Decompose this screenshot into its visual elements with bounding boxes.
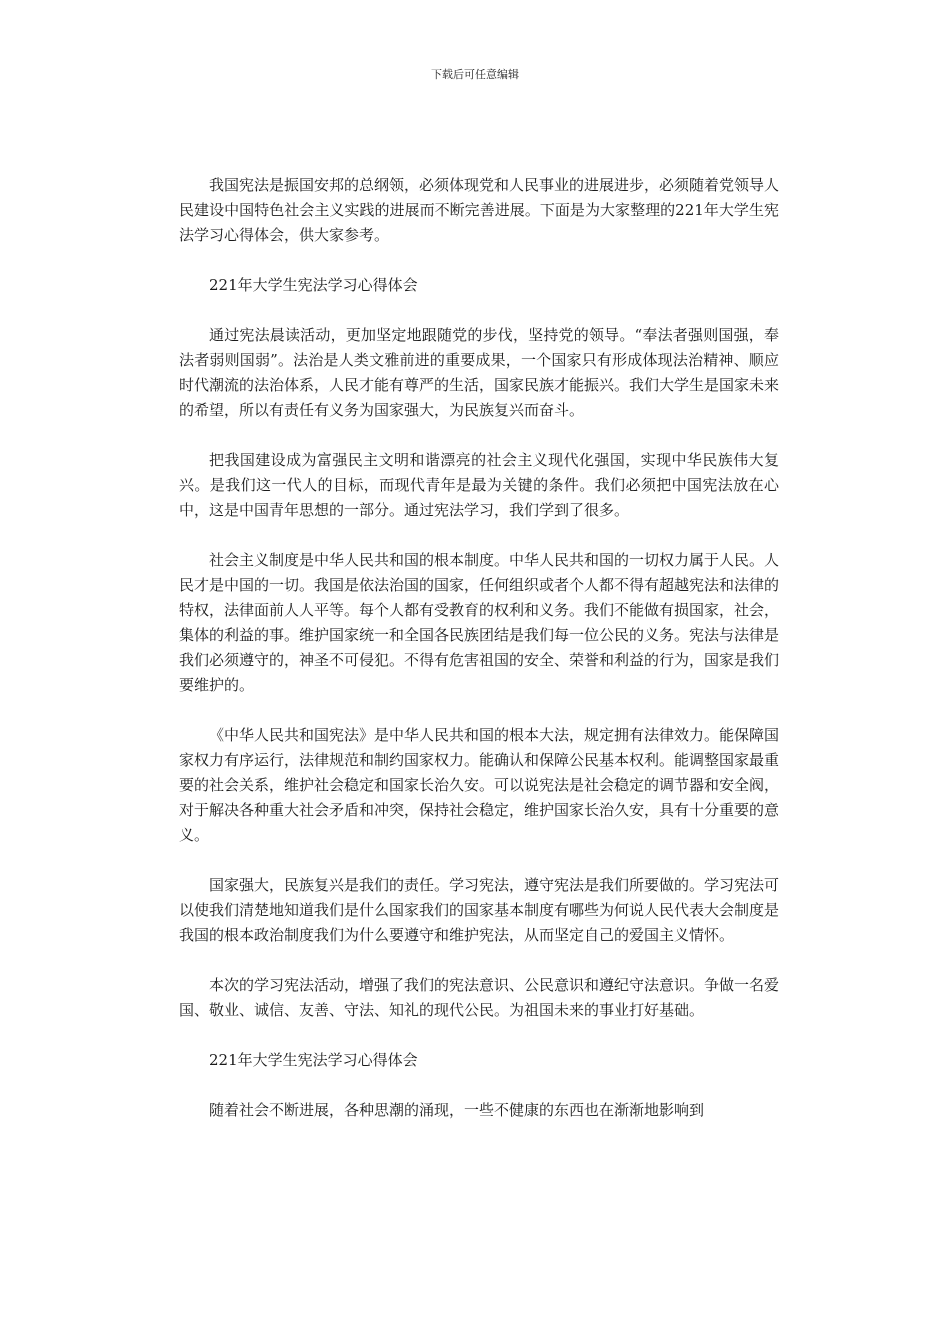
body-paragraph: 《中华人民共和国宪法》是中华人民共和国的根本大法，规定拥有法律效力。能保障国家权力有序运行，法律规范和制约国家权力。能确认和保障公民基本权利。能调整国家最重要的社会关系，维护社会稳定和国家长治久安。可以说宪法是社会稳定的调节器和安全阀，对于解决各种重大社会矛盾和冲突，保持社会稳定，维护国家长治久安，具有十分重要的意义。 (179, 726, 780, 844)
body-paragraph: 随着社会不断进展，各种思潮的涌现，一些不健康的东西也在渐渐地影响到 (209, 1101, 705, 1119)
body-paragraph: 国家强大，民族复兴是我们的责任。学习宪法，遵守宪法是我们所要做的。学习宪法可以使我们清楚地知道我们是什么国家我们的国家基本制度有哪些为何说人民代表大会制度是我国的根本政治制度我们为什么要遵守和维护宪法，从而坚定自己的爱国主义情怀。 (179, 876, 780, 944)
document-body (179, 173, 779, 1148)
body-paragraph: 把我国建设成为富强民主文明和谐漂亮的社会主义现代化强国，实现中华民族伟大复兴。是我们这一代人的目标，而现代青年是最为关键的条件。我们必须把中国宪法放在心中，这是中国青年思想的一部分。通过宪法学习，我们学到了很多。 (179, 451, 779, 519)
body-paragraph: 社会主义制度是中华人民共和国的根本制度。中华人民共和国的一切权力属于人民。人民才是中国的一切。我国是依法治国的国家，任何组织或者个人都不得有超越宪法和法律的特权，法律面前人人平等。每个人都有受教育的权利和义务。我们不能做有损国家，社会，集体的利益的事。维护国家统一和全国各民族团结是我们每一位公民的义务。宪法与法律是我们必须遵守的，神圣不可侵犯。不得有危害祖国的安全、荣誉和利益的行为，国家是我们要维护的。 (179, 551, 780, 694)
section-heading: 221年大学生宪法学习心得体会 (209, 1051, 418, 1069)
page-header: 下载后可任意编辑 (431, 68, 519, 81)
intro-paragraph: 我国宪法是振国安邦的总纲领，必须体现党和人民事业的进展进步，必须随着党领导人民建设中国特色社会主义实践的进展而不断完善进展。下面是为大家整理的221年大学生宪法学习心得体会，供大家参考。 (179, 176, 780, 244)
section-heading: 221年大学生宪法学习心得体会 (209, 276, 418, 294)
body-paragraph: 通过宪法晨读活动，更加坚定地跟随党的步伐，坚持党的领导。“奉法者强则国强，奉法者弱则国弱”。法治是人类文雅前进的重要成果，一个国家只有形成体现法治精神、顺应时代潮流的法治体系，人民才能有尊严的生活，国家民族才能振兴。我们大学生是国家未来的希望，所以有责任有义务为国家强大，为民族复兴而奋斗。 (179, 326, 780, 419)
body-paragraph: 本次的学习宪法活动，增强了我们的宪法意识、公民意识和遵纪守法意识。争做一名爱国、敬业、诚信、友善、守法、知礼的现代公民。为祖国未来的事业打好基础。 (179, 976, 780, 1019)
